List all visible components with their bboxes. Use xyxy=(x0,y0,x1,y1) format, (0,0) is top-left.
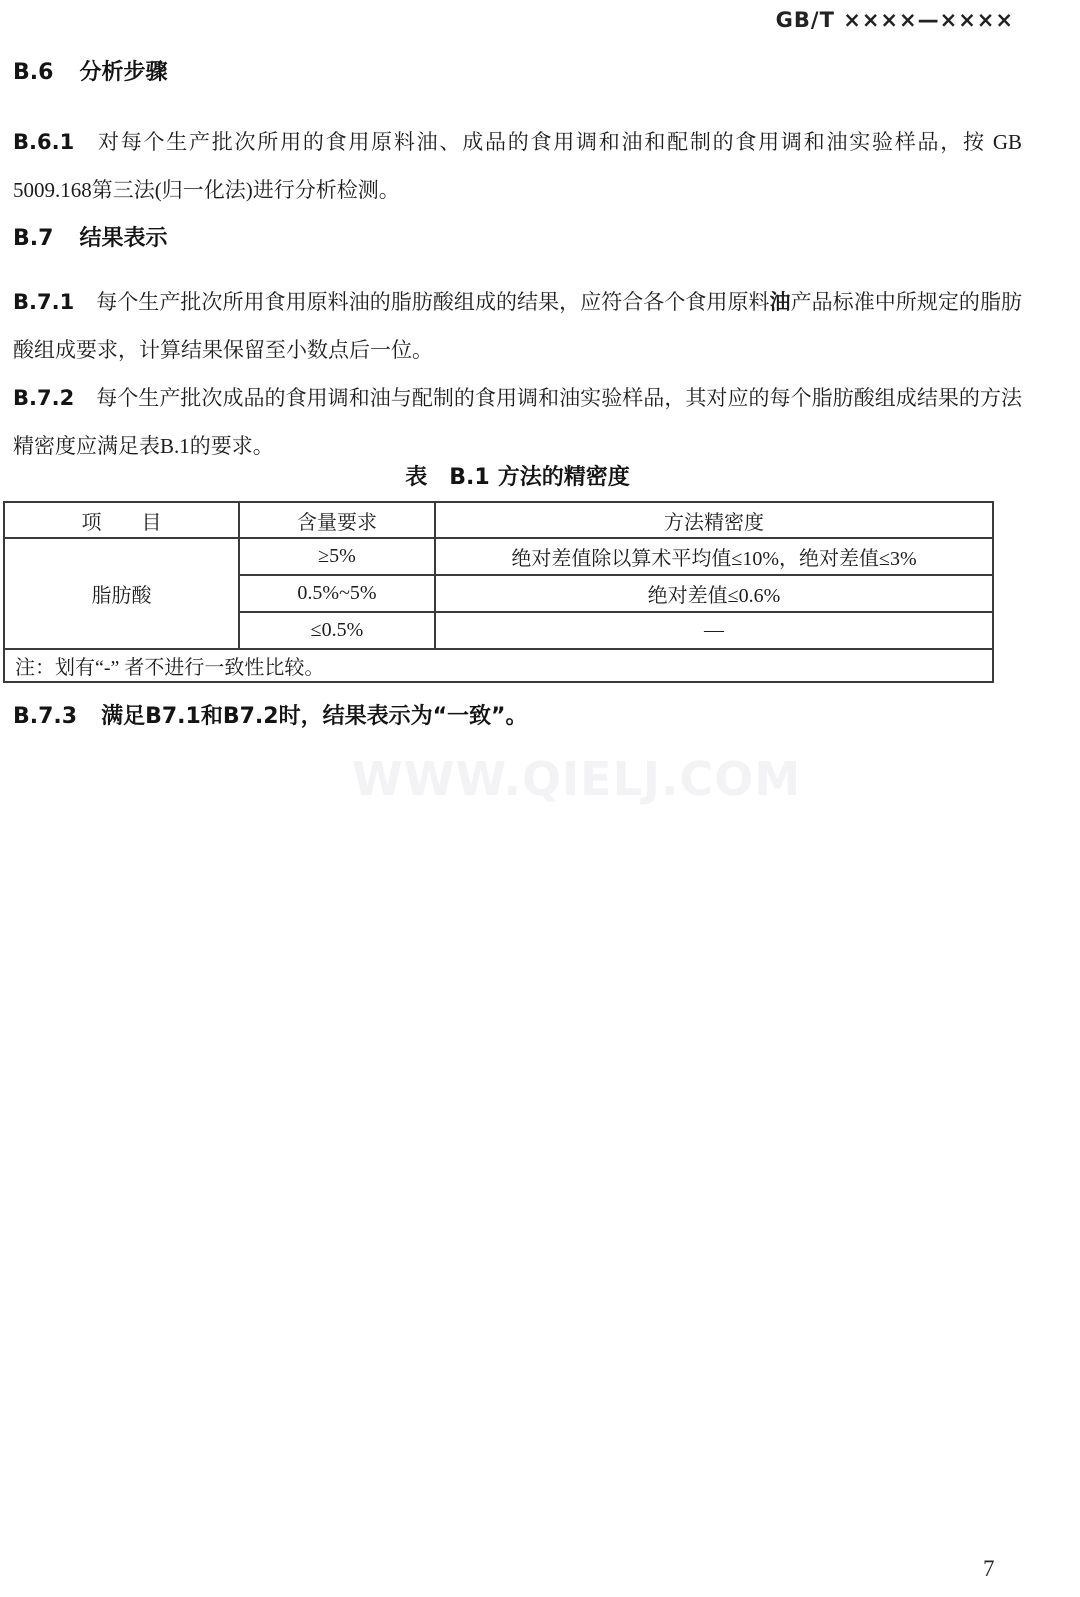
clause-b72-paragraph xyxy=(13,374,1022,470)
clause-b71-paragraph xyxy=(13,278,1022,374)
watermark: WWW.QIELJ.COM xyxy=(352,752,802,806)
table-header-precision: 方法精密度 xyxy=(435,502,993,538)
table-note-row xyxy=(4,649,993,682)
table-caption-number: B.1 xyxy=(449,465,490,490)
clause-b61-paragraph xyxy=(13,118,1022,214)
page-content xyxy=(0,60,1080,730)
clause-b61-number: B.6.1 xyxy=(13,130,75,154)
clause-b6-heading xyxy=(13,60,1022,86)
table-header-item: 项 目 xyxy=(4,502,239,538)
table-cell-requirement: ≥5% xyxy=(239,538,435,575)
table-cell-precision: 绝对差值≤0.6% xyxy=(435,575,993,612)
clause-b73-paragraph xyxy=(13,704,1022,730)
table-b1 xyxy=(3,501,994,683)
table-cell-requirement: 0.5%~5% xyxy=(239,575,435,612)
clause-b61-text: 对每个生产批次所用的食用原料油、成品的食用调和油和配制的食用调和油实验样品，按 GB 5009.168第三法(归一化法)进行分析检测。 xyxy=(13,130,1022,202)
table-header-row xyxy=(4,502,993,538)
page-number: 7 xyxy=(983,1556,995,1581)
clause-b71-text-before: 每个生产批次所用食用原料油的脂肪酸组成的结果，应符合各个食用原料 xyxy=(96,290,770,314)
table-header-requirement: 含量要求 xyxy=(239,502,435,538)
clause-b72-text: 每个生产批次成品的食用调和油与配制的食用调和油实验样品，其对应的每个脂肪酸组成结果的方法精密度应满足表B.1的要求。 xyxy=(13,386,1022,458)
clause-b71-text-after: 产品标准中所规定的脂肪酸组成要求，计算结果保留至小数点后一位。 xyxy=(13,290,1023,362)
clause-b7-heading xyxy=(13,226,1022,252)
clause-b7-number: B.7 xyxy=(13,226,54,251)
clause-b72-number: B.7.2 xyxy=(13,386,75,410)
clause-b71-number: B.7.1 xyxy=(13,290,75,314)
table-note: 注：划有“-” 者不进行一致性比较。 xyxy=(4,649,993,682)
table-row xyxy=(4,538,993,575)
table-cell-item: 脂肪酸 xyxy=(4,538,239,649)
clause-b73-number: B.7.3 xyxy=(13,704,78,729)
clause-b73-text: 满足B7.1和B7.2时，结果表示为“一致”。 xyxy=(101,704,528,729)
table-cell-precision: — xyxy=(435,612,993,649)
table-cell-requirement: ≤0.5% xyxy=(239,612,435,649)
table-caption-title: 方法的精密度 xyxy=(497,465,630,490)
doc-number: GB/T ××××—×××× xyxy=(775,8,1014,32)
clause-b7-title: 结果表示 xyxy=(79,226,168,251)
table-cell-precision: 绝对差值除以算术平均值≤10%，绝对差值≤3% xyxy=(435,538,993,575)
clause-b71-text-bold: 油 xyxy=(769,290,791,314)
clause-b6-number: B.6 xyxy=(13,60,54,85)
table-caption-prefix: 表 xyxy=(405,465,428,490)
clause-b6-title: 分析步骤 xyxy=(79,60,168,85)
